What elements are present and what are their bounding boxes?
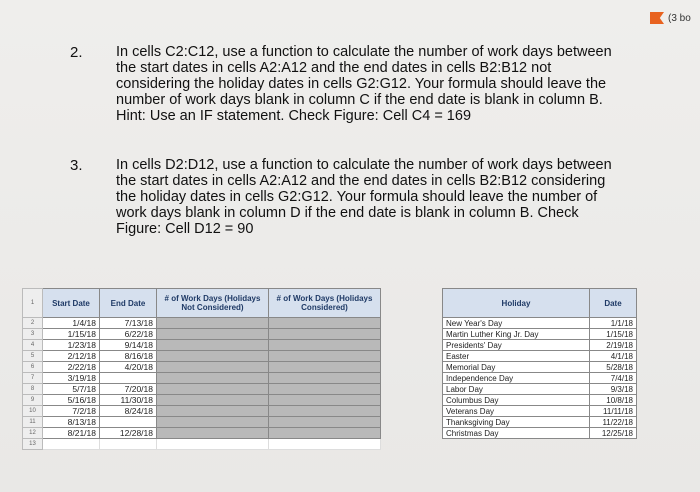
holiday-date[interactable]: 1/1/18 (590, 318, 637, 329)
holiday-table (442, 288, 637, 439)
holiday-name[interactable]: Independence Day (443, 373, 590, 384)
table-row (23, 417, 381, 428)
start-date-cell[interactable]: 2/22/18 (43, 362, 100, 373)
start-date-cell[interactable]: 5/16/18 (43, 395, 100, 406)
table-row (23, 373, 381, 384)
workdays-cell[interactable] (157, 384, 269, 395)
end-date-cell[interactable]: 8/16/18 (100, 351, 157, 362)
workdays-cell[interactable] (157, 417, 269, 428)
workdays-holidays-cell[interactable] (269, 384, 381, 395)
start-date-cell[interactable]: 5/7/18 (43, 384, 100, 395)
holiday-name[interactable]: Martin Luther King Jr. Day (443, 329, 590, 340)
spreadsheet-main (22, 288, 381, 450)
workdays-cell[interactable] (157, 351, 269, 362)
table-row (23, 406, 381, 417)
badge[interactable] (650, 12, 691, 24)
workdays-holidays-cell[interactable] (269, 318, 381, 329)
question-number: 2. (70, 44, 83, 61)
header-holiday[interactable]: Holiday (443, 289, 590, 318)
holiday-date[interactable]: 9/3/18 (590, 384, 637, 395)
table-row (443, 406, 637, 417)
holiday-name[interactable]: Labor Day (443, 384, 590, 395)
flag-icon (650, 12, 664, 24)
workdays-cell[interactable] (157, 318, 269, 329)
table-row (23, 351, 381, 362)
table-row (443, 428, 637, 439)
holiday-date[interactable]: 10/8/18 (590, 395, 637, 406)
table-row (23, 384, 381, 395)
empty-cell[interactable] (269, 439, 381, 450)
holiday-date[interactable]: 12/25/18 (590, 428, 637, 439)
start-date-cell[interactable]: 3/19/18 (43, 373, 100, 384)
header-start-date[interactable]: Start Date (43, 289, 100, 318)
end-date-cell[interactable] (100, 373, 157, 384)
end-date-cell[interactable]: 11/30/18 (100, 395, 157, 406)
row-number: 1 (23, 289, 43, 318)
question-text: In cells D2:D12, use a function to calculate the number of work days between the start dates in cells A2:A12 and the end dates in cells B2:B12 considering the holiday dates in cells G2:G12. Your formula should leave the number of work days blank in column D if the end date is blank in column B. Check Figure: Cell D12 = 90 (116, 157, 612, 237)
holiday-date[interactable]: 11/11/18 (590, 406, 637, 417)
holiday-name[interactable]: Christmas Day (443, 428, 590, 439)
row-number: 12 (23, 428, 43, 439)
workdays-holidays-cell[interactable] (269, 395, 381, 406)
workdays-cell[interactable] (157, 340, 269, 351)
table-row (443, 351, 637, 362)
header-row (443, 289, 637, 318)
table-row (443, 395, 637, 406)
header-workdays-holidays[interactable]: # of Work Days (Holidays Considered) (269, 289, 381, 318)
end-date-cell[interactable]: 12/28/18 (100, 428, 157, 439)
start-date-cell[interactable]: 1/23/18 (43, 340, 100, 351)
workdays-holidays-cell[interactable] (269, 351, 381, 362)
header-workdays-no-holidays[interactable]: # of Work Days (Holidays Not Considered) (157, 289, 269, 318)
workdays-cell[interactable] (157, 373, 269, 384)
table-row (23, 329, 381, 340)
header-row (23, 289, 381, 318)
table-row (23, 439, 381, 450)
table-row (443, 362, 637, 373)
holiday-name[interactable]: New Year's Day (443, 318, 590, 329)
header-date[interactable]: Date (590, 289, 637, 318)
empty-cell[interactable] (157, 439, 269, 450)
holiday-name[interactable]: Memorial Day (443, 362, 590, 373)
workdays-holidays-cell[interactable] (269, 373, 381, 384)
empty-cell[interactable] (43, 439, 100, 450)
work-days-table (22, 288, 381, 450)
row-number: 2 (23, 318, 43, 329)
table-row (443, 318, 637, 329)
end-date-cell[interactable]: 7/13/18 (100, 318, 157, 329)
end-date-cell[interactable] (100, 417, 157, 428)
table-row (443, 329, 637, 340)
table-row (443, 417, 637, 428)
header-end-date[interactable]: End Date (100, 289, 157, 318)
row-number: 6 (23, 362, 43, 373)
holiday-date[interactable]: 4/1/18 (590, 351, 637, 362)
start-date-cell[interactable]: 2/12/18 (43, 351, 100, 362)
table-row (443, 384, 637, 395)
workdays-cell[interactable] (157, 395, 269, 406)
workdays-cell[interactable] (157, 428, 269, 439)
workdays-cell[interactable] (157, 329, 269, 340)
start-date-cell[interactable]: 1/15/18 (43, 329, 100, 340)
row-number: 8 (23, 384, 43, 395)
row-number: 5 (23, 351, 43, 362)
table-row (23, 428, 381, 439)
holiday-name[interactable]: Easter (443, 351, 590, 362)
workdays-holidays-cell[interactable] (269, 417, 381, 428)
table-row (23, 362, 381, 373)
table-row (443, 373, 637, 384)
question-2 (70, 44, 630, 124)
row-number: 13 (23, 439, 43, 450)
empty-cell[interactable] (100, 439, 157, 450)
row-number: 9 (23, 395, 43, 406)
start-date-cell[interactable]: 8/13/18 (43, 417, 100, 428)
table-row (23, 340, 381, 351)
table-row (23, 318, 381, 329)
holiday-date[interactable]: 5/28/18 (590, 362, 637, 373)
table-row (23, 395, 381, 406)
holiday-date[interactable]: 7/4/18 (590, 373, 637, 384)
workdays-holidays-cell[interactable] (269, 329, 381, 340)
start-date-cell[interactable]: 8/21/18 (43, 428, 100, 439)
row-number: 4 (23, 340, 43, 351)
badge-text: (3 bo (668, 12, 691, 24)
workdays-holidays-cell[interactable] (269, 428, 381, 439)
workdays-holidays-cell[interactable] (269, 340, 381, 351)
holiday-date[interactable]: 1/15/18 (590, 329, 637, 340)
workdays-cell[interactable] (157, 406, 269, 417)
row-number: 10 (23, 406, 43, 417)
holiday-date[interactable]: 11/22/18 (590, 417, 637, 428)
question-number: 3. (70, 157, 83, 174)
holiday-name[interactable]: Veterans Day (443, 406, 590, 417)
holiday-name[interactable]: Thanksgiving Day (443, 417, 590, 428)
question-3 (70, 157, 630, 237)
end-date-cell[interactable]: 6/22/18 (100, 329, 157, 340)
workdays-holidays-cell[interactable] (269, 406, 381, 417)
question-text: In cells C2:C12, use a function to calculate the number of work days between the start dates in cells A2:A12 and the end dates in cells B2:B12 not considering the holiday dates in cells G2:G12. Your formula should leave the number of work days blank in column C if the end date is blank in column B. Hint: Use an IF statement. Check Figure: Cell C4 = 169 (116, 44, 612, 124)
holiday-sheet (442, 288, 637, 439)
holiday-name[interactable]: Columbus Day (443, 395, 590, 406)
workdays-cell[interactable] (157, 362, 269, 373)
end-date-cell[interactable]: 8/24/18 (100, 406, 157, 417)
start-date-cell[interactable]: 7/2/18 (43, 406, 100, 417)
row-number: 11 (23, 417, 43, 428)
row-number: 3 (23, 329, 43, 340)
workdays-holidays-cell[interactable] (269, 362, 381, 373)
start-date-cell[interactable]: 1/4/18 (43, 318, 100, 329)
row-number: 7 (23, 373, 43, 384)
end-date-cell[interactable]: 4/20/18 (100, 362, 157, 373)
table-row (443, 340, 637, 351)
holiday-date[interactable]: 2/19/18 (590, 340, 637, 351)
holiday-name[interactable]: Presidents' Day (443, 340, 590, 351)
end-date-cell[interactable]: 7/20/18 (100, 384, 157, 395)
end-date-cell[interactable]: 9/14/18 (100, 340, 157, 351)
